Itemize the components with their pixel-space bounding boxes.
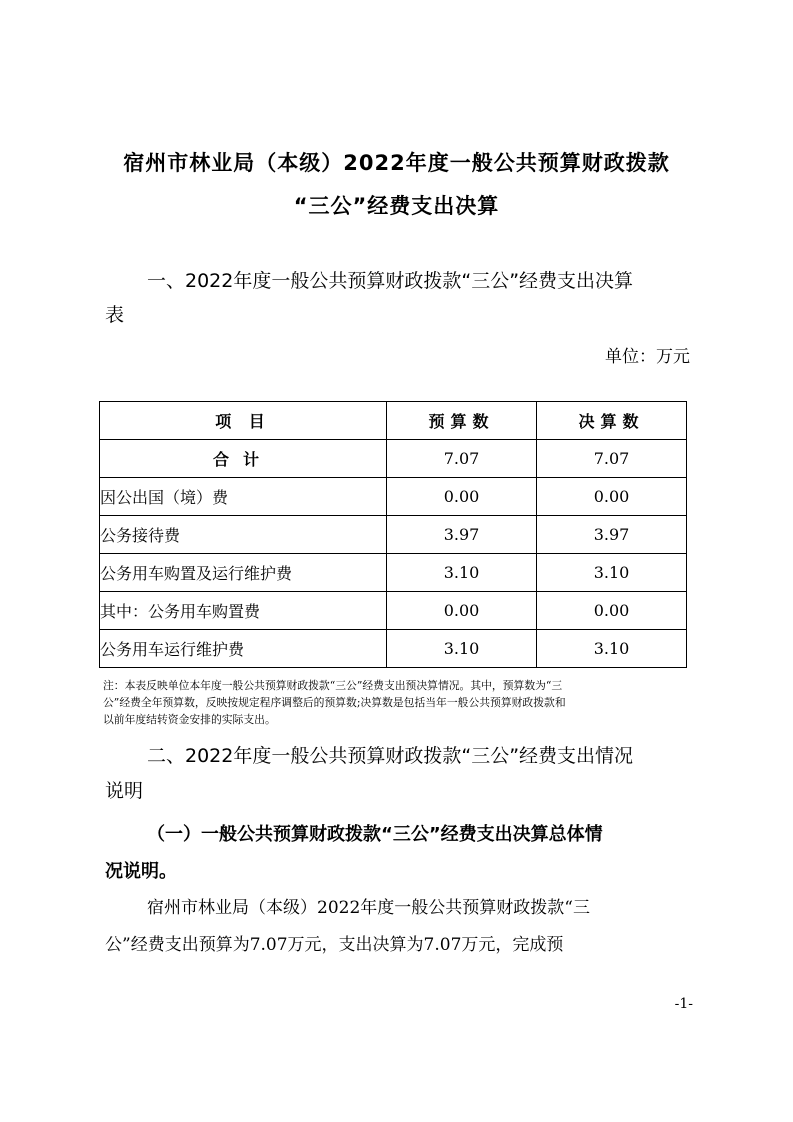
subsection1-heading-cont: 况说明。 [105, 861, 177, 882]
table-row [100, 592, 687, 630]
row-item: 公务用车运行维护费 [100, 630, 387, 668]
row-budget: 0.00 [387, 478, 537, 516]
row-budget: 3.10 [387, 554, 537, 592]
row-budget: 7.07 [387, 440, 537, 478]
row-item: 公务接待费 [100, 516, 387, 554]
row-final: 3.10 [537, 554, 687, 592]
row-final: 0.00 [537, 592, 687, 630]
section2-heading: 二、2022年度一般公共预算财政拨款“三公”经费支出情况 [147, 745, 634, 767]
row-budget: 3.10 [387, 630, 537, 668]
body-paragraph-line1: 宿州市林业局（本级）2022年度一般公共预算财政拨款“三 [147, 898, 590, 918]
header-item: 项 目 [100, 402, 387, 440]
row-final: 3.10 [537, 630, 687, 668]
budget-table [99, 401, 687, 668]
row-final: 7.07 [537, 440, 687, 478]
row-item: 公务用车购置及运行维护费 [100, 554, 387, 592]
table-header-row [100, 402, 687, 440]
row-final: 3.97 [537, 516, 687, 554]
table-row [100, 630, 687, 668]
row-item: 因公出国（境）费 [100, 478, 387, 516]
subsection1-heading: （一）一般公共预算财政拨款“三公”经费支出决算总体情 [147, 824, 603, 845]
table-row [100, 440, 687, 478]
note-line: 注：本表反映单位本年度一般公共预算财政拨款“三公”经费支出预决算情况。其中，预算数为“三 [103, 679, 563, 692]
row-item: 合计 [100, 440, 387, 478]
row-final: 0.00 [537, 478, 687, 516]
page-number: -1- [674, 996, 693, 1012]
row-budget: 0.00 [387, 592, 537, 630]
header-budget: 预算数 [387, 402, 537, 440]
document-title-line2: “三公”经费支出决算 [293, 194, 500, 218]
table-note [103, 677, 693, 728]
table-row [100, 478, 687, 516]
unit-label: 单位：万元 [605, 347, 690, 367]
row-budget: 3.97 [387, 516, 537, 554]
body-paragraph-line2: 公”经费支出预算为7.07万元，支出决算为7.07万元，完成预 [105, 935, 564, 955]
note-line: 公”经费全年预算数，反映按规定程序调整后的预算数;决算数是包括当年一般公共预算财政拨款和 [103, 696, 566, 709]
table-row [100, 516, 687, 554]
header-final: 决算数 [537, 402, 687, 440]
section1-heading-cont: 表 [105, 304, 125, 326]
table-row [100, 554, 687, 592]
note-line: 以前年度结转资金安排的实际支出。 [103, 713, 276, 726]
row-item: 其中：公务用车购置费 [100, 592, 387, 630]
section2-heading-cont: 说明 [105, 780, 144, 802]
section1-heading: 一、2022年度一般公共预算财政拨款“三公”经费支出决算 [147, 270, 634, 292]
document-title-line1: 宿州市林业局（本级）2022年度一般公共预算财政拨款 [123, 151, 670, 175]
